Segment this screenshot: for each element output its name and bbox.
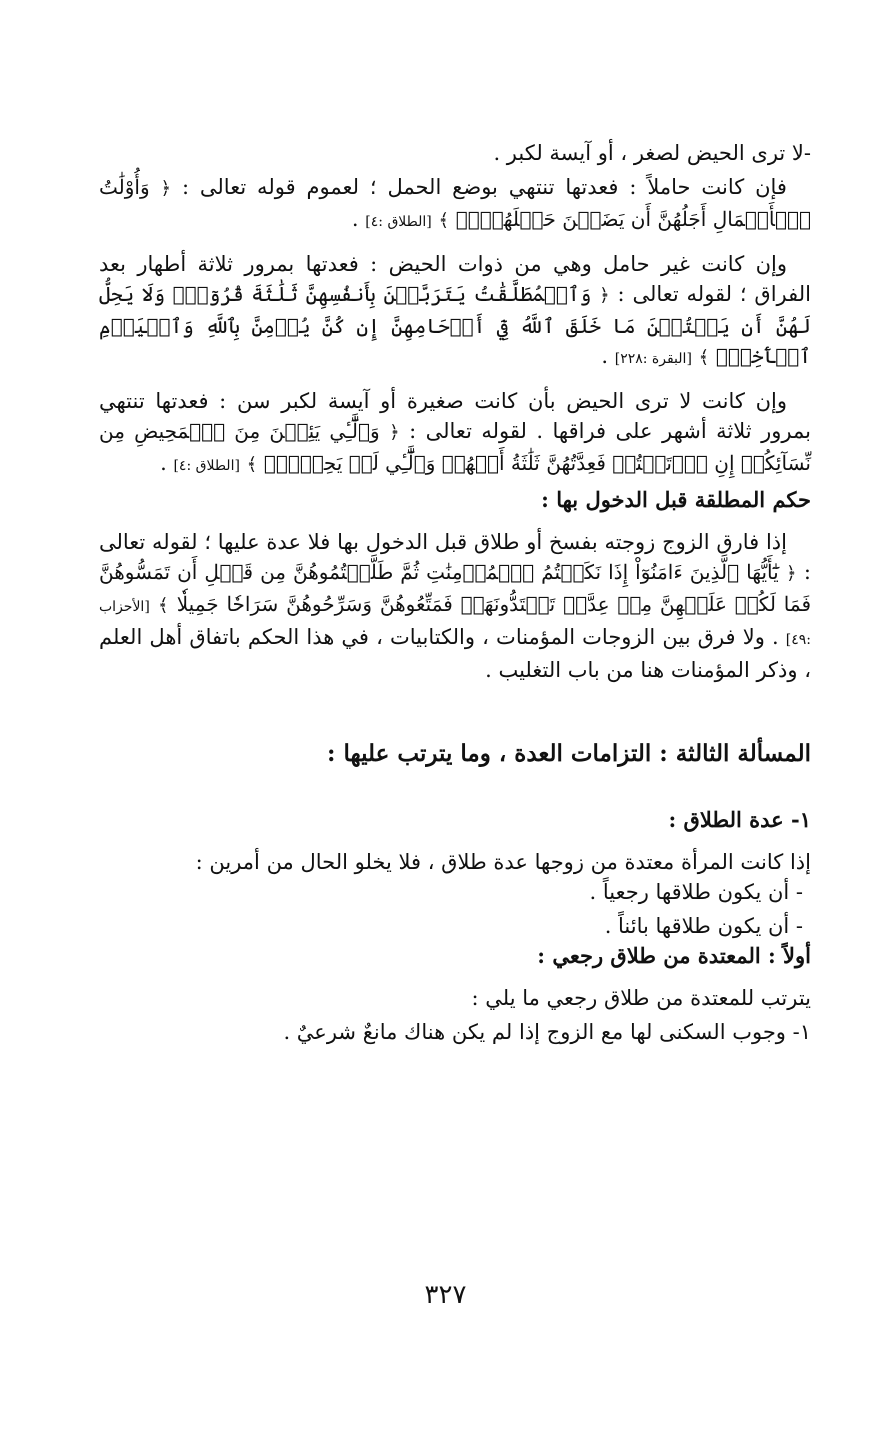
quran-verse: وَأُوْلَٰتُ ٱلۡأَحۡمَالِ أَجَلُهُنَّ أَن يَضَعۡنَ حَمۡلَهُنَّۚ: [99, 175, 811, 231]
list-item: - أن يكون طلاقها بائناً .: [604, 914, 803, 938]
verse-reference: [الأحزاب :٤٩]: [99, 599, 811, 648]
verse-reference: [الطلاق :٤]: [173, 458, 240, 474]
quran-close-bracket: ﴾: [246, 454, 258, 475]
subsection-heading: أولاً : المعتدة من طلاق رجعي :: [537, 943, 811, 968]
verse-reference: [الطلاق :٤]: [365, 214, 432, 230]
issue-heading: المسألة الثالثة : التزامات العدة ، وما يترتب عليها :: [326, 740, 811, 767]
verse-reference: [البقرة :٢٢٨]: [614, 351, 692, 367]
quran-close-bracket: ﴾: [698, 347, 710, 368]
paragraph-text: فإن كانت حاملاً : فعدتها تنتهي بوضع الحمل ؛ لعموم قوله تعالى :: [181, 175, 787, 199]
paragraph-no-menstruation: [99, 386, 811, 481]
subsection-heading: ١- عدة الطلاق :: [668, 807, 811, 832]
paragraph-1: -لا ترى الحيض لصغر ، أو آيسة لكبر .: [493, 141, 811, 165]
paragraph-text: وإن كانت لا ترى الحيض بأن كانت صغيرة أو آيسة لكبر سن : فعدتها تنتهي بمرور ثلاثة أشهر على فراقها . لقوله تعالى :: [99, 389, 811, 443]
quran-open-bracket: ﴿: [786, 563, 797, 584]
quran-verse: وَٱلَّٰٓـِٔي يَئِسۡنَ مِنَ ٱلۡمَحِيضِ مِن نِّسَآئِكُمۡ إِنِ ٱرۡتَبۡتُمۡ فَعِدَّتُهُنَّ ثَلَٰثَةُ أَشۡهُرٖ وَٱلَّٰٓـِٔي لَمۡ يَحِضۡنَۚ: [99, 419, 811, 475]
quran-close-bracket: ﴾: [157, 595, 169, 616]
paragraph-end: .: [160, 451, 167, 475]
quran-open-bracket: ﴿: [160, 178, 172, 199]
quran-verse: وَٱلۡمُطَلَّقَٰتُ يَتَرَبَّصۡنَ بِأَنفُسِهِنَّ ثَلَٰثَةَ قُرُوٓءٖۚ وَلَا يَحِلُّ لَهُنَّ أَن يَكۡتُمۡنَ مَا خَلَقَ ٱللَّهُ فِيٓ أَرۡحَامِهِنَّ إِن كُنَّ يُؤۡمِنَّ بِٱللَّهِ وَٱلۡيَوۡمِ ٱلۡأٓخِرِۚ: [99, 282, 811, 368]
paragraph-end: .: [601, 344, 609, 368]
paragraph-end: .: [351, 207, 359, 231]
numbered-item: ١- وجوب السكنى لها مع الزوج إذا لم يكن هناك مانعٌ شرعيٌ .: [283, 1020, 811, 1044]
list-item: - أن يكون طلاقها رجعياً .: [589, 880, 803, 904]
paragraph-text: إذا فارق الزوج زوجته بفسخ أو طلاق قبل الدخول بها فلا عدة عليها ؛ لقوله تعالى :: [99, 530, 811, 584]
quran-open-bracket: ﴿: [389, 422, 400, 443]
quran-open-bracket: ﴿: [599, 285, 610, 306]
paragraph-menstruating: [99, 249, 811, 374]
page-number: ٣٢٧: [424, 1280, 467, 1310]
page-body: [99, 138, 811, 1047]
section-heading: حكم المطلقة قبل الدخول بها :: [541, 487, 811, 512]
paragraph-pregnant: [99, 172, 811, 237]
quran-close-bracket: ﴾: [438, 210, 449, 231]
paragraph-end: . ولا فرق بين الزوجات المؤمنات ، والكتابيات ، في هذا الحكم باتفاق أهل العلم ، وذكر المؤمنات هنا من باب التغليب .: [99, 625, 811, 682]
paragraph-before-consummation: [99, 527, 811, 685]
quran-verse: يَٰٓأَيُّهَا ٱلَّذِينَ ءَامَنُوٓاْ إِذَا نَكَحۡتُمُ ٱلۡمُؤۡمِنَٰتِ ثُمَّ طَلَّقۡتُمُوهُنَّ مِن قَبۡلِ أَن تَمَسُّوهُنَّ فَمَا لَكُمۡ عَلَيۡهِنَّ مِنۡ عِدَّةٖ تَعۡتَدُّونَهَاۖ فَمَتِّعُوهُنَّ وَسَرِّحُوهُنَّ سَرَاحٗا جَمِيلٗا: [99, 560, 812, 616]
paragraph-revocable: يترتب للمعتدة من طلاق رجعي ما يلي :: [471, 986, 811, 1010]
paragraph-divorce-waiting: إذا كانت المرأة معتدة من زوجها عدة طلاق ، فلا يخلو الحال من أمرين :: [195, 850, 811, 874]
paragraph-text: وإن كانت غير حامل وهي من ذوات الحيض : فعدتها بمرور ثلاثة أطهار بعد الفراق ؛ لقوله تعالى :: [99, 252, 811, 306]
